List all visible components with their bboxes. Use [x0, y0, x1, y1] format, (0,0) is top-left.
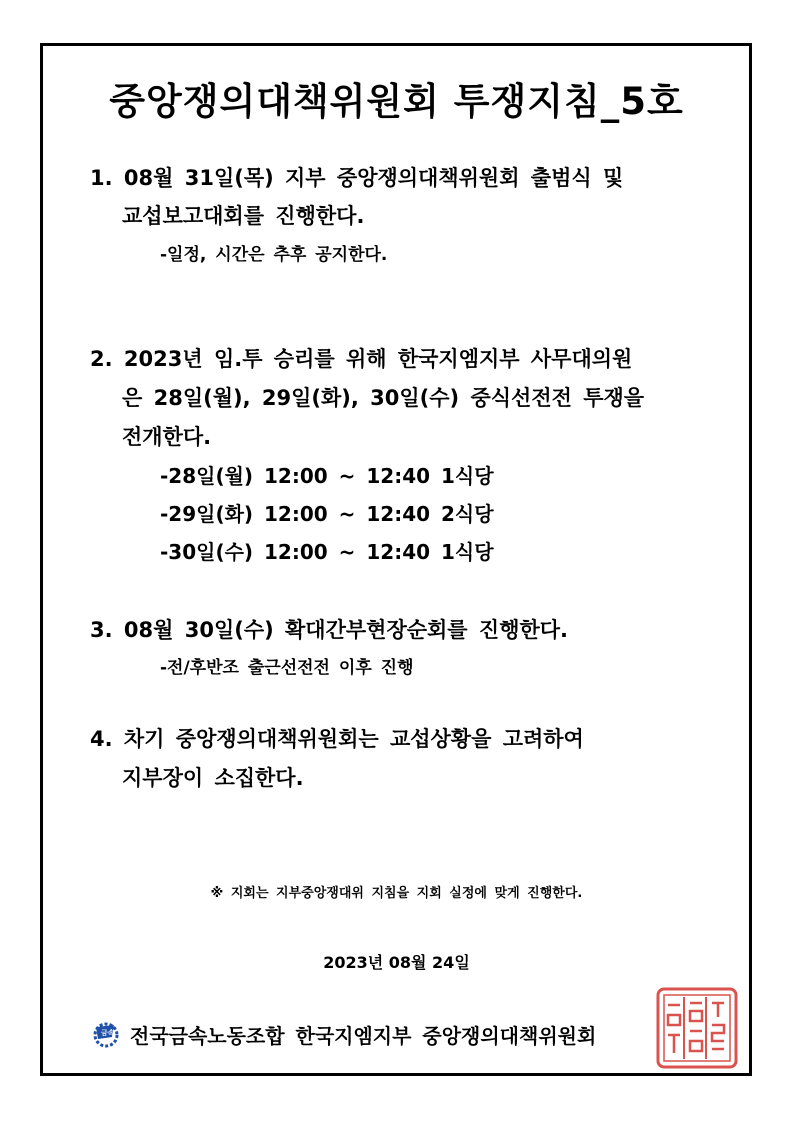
item-2-sub-3: -30일(수) 12:00 ~ 12:40 1식당 — [160, 540, 494, 564]
item-1-sub-1: -일정, 시간은 추후 공지한다. — [160, 245, 388, 265]
organization-name: 전국금속노동조합 한국지엠지부 중앙쟁의대책위원회 — [130, 1024, 597, 1048]
item-3-line-1: 3. 08월 30일(수) 확대간부현장순회를 진행한다. — [90, 618, 569, 642]
guideline-note: ※ 지회는 지부중앙쟁대위 지침을 지회 실정에 맞게 진행한다. — [210, 886, 583, 901]
footer-organization — [92, 1020, 596, 1049]
svg-text:금속: 금속 — [101, 1028, 115, 1037]
item-3-sub-1: -전/후반조 출근선전전 이후 진행 — [160, 658, 414, 678]
item-1-line-2: 교섭보고대회를 진행한다. — [122, 204, 365, 228]
item-2-sub-2: -29일(화) 12:00 ~ 12:40 2식당 — [160, 502, 494, 526]
item-2-line-3: 전개한다. — [122, 425, 212, 449]
red-seal-stamp-icon — [654, 985, 740, 1071]
item-4-line-1: 4. 차기 중앙쟁의대책위원회는 교섭상황을 고려하여 — [90, 727, 584, 751]
item-2-sub-1: -28일(월) 12:00 ~ 12:40 1식당 — [160, 464, 494, 488]
item-2-line-1: 2. 2023년 임.투 승리를 위해 한국지엠지부 사무대의원 — [90, 347, 633, 371]
item-1-line-1: 1. 08월 31일(목) 지부 중앙쟁의대책위원회 출범식 및 — [90, 166, 624, 190]
page-title: 중앙쟁의대책위원회 투쟁지침_5호 — [109, 80, 684, 123]
issue-date: 2023년 08월 24일 — [323, 953, 470, 972]
item-2-line-2: 은 28일(월), 29일(화), 30일(수) 중식선전전 투쟁을 — [122, 386, 645, 410]
union-logo-icon — [92, 1021, 126, 1049]
item-4-line-2: 지부장이 소집한다. — [122, 766, 304, 790]
